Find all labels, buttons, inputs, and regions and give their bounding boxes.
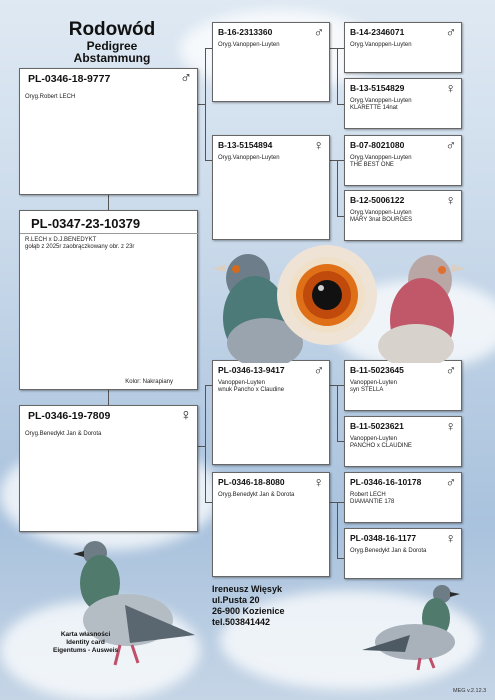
connector-line: [205, 502, 212, 503]
ring-number: PL-0347-23-10379: [31, 216, 141, 231]
card-description: syn STELLA: [350, 387, 384, 393]
female-icon: ♀: [313, 137, 324, 153]
male-icon: ♂: [445, 362, 456, 378]
connector-line: [337, 441, 344, 442]
great-grandparent-card[interactable]: [344, 528, 462, 579]
great-grandparent-card[interactable]: [344, 416, 462, 467]
connector-line: [337, 160, 344, 161]
pedigree-title: [52, 20, 172, 64]
connector-line: [337, 385, 338, 441]
male-icon: ♂: [313, 362, 324, 378]
male-icon: ♂: [445, 474, 456, 490]
ring-number: PL-0346-18-8080: [218, 477, 285, 487]
connector-line: [337, 160, 338, 216]
owner-info: [212, 584, 285, 628]
female-icon: ♀: [445, 192, 456, 208]
connector-line: [205, 385, 206, 502]
grandmother-maternal-card[interactable]: [212, 472, 330, 577]
grandfather-maternal-card[interactable]: [212, 360, 330, 465]
card-description: Oryg.Vanoppen-Luyten: [218, 42, 280, 48]
connector-line: [337, 558, 344, 559]
card-description: Oryg.Benedykt Jan & Dorota: [25, 431, 102, 437]
connector-line: [337, 216, 344, 217]
male-icon: ♂: [313, 24, 324, 40]
page-subtitle-de: Abstammung: [73, 51, 151, 65]
ring-number: B-14-2346071: [350, 27, 405, 37]
card-description: wnuk Pancho x Claudine: [218, 387, 285, 393]
female-icon: ♀: [445, 80, 456, 96]
connector-line: [337, 48, 344, 49]
great-grandparent-card[interactable]: [344, 472, 462, 523]
connector-line: [205, 385, 212, 386]
owner-city: 26-900 Kozienice: [212, 606, 285, 616]
connector-line: [337, 48, 338, 104]
version-label: MEG v.2.12.3: [453, 688, 487, 694]
card-description: MARY 3nat BOURGES: [350, 217, 413, 223]
main-bird-card[interactable]: [19, 210, 198, 390]
owner-phone: tel.503841442: [212, 617, 271, 627]
connector-line: [337, 502, 344, 503]
connector-line: [337, 385, 344, 386]
card-description: KLARETTE 14nat: [350, 105, 398, 111]
mother-card[interactable]: [19, 405, 198, 532]
ring-number: B-12-5006122: [350, 195, 405, 205]
connector-line: [205, 48, 212, 49]
card-description: gołąb z 2025r zaobrączkowany obr. z 23r: [25, 244, 135, 250]
ring-number: PL-0346-13-9417: [218, 365, 285, 375]
id-card-line: Eigentums - Ausweis: [53, 647, 119, 654]
card-description: DIAMANTIE 178: [350, 499, 395, 505]
great-grandparent-card[interactable]: [344, 22, 462, 73]
id-card-line: Identity card: [66, 639, 105, 646]
card-description: Oryg.Vanoppen-Luyten: [218, 155, 280, 161]
pigeon-heads-illustration: [210, 238, 470, 363]
connector-line: [108, 195, 109, 210]
male-icon: ♂: [445, 137, 456, 153]
page-subtitle-en: Pedigree: [86, 39, 138, 53]
card-description: Vanoppen-Luyten: [218, 380, 265, 386]
id-card-line: Karta własności: [60, 631, 111, 638]
card-description: Robert LECH: [350, 492, 386, 498]
card-description: Oryg.Robert LECH: [25, 94, 76, 100]
grandmother-paternal-card[interactable]: [212, 135, 330, 240]
ring-number: B-07-8021080: [350, 140, 405, 150]
ring-number: B-13-5154829: [350, 83, 405, 93]
ring-number: B-11-5023645: [350, 365, 404, 375]
ring-number: PL-0348-16-1177: [350, 533, 417, 543]
ring-number: PL-0346-19-7809: [28, 410, 111, 422]
connector-line: [205, 48, 206, 160]
card-description: PANCHO x CLAUDINE: [350, 443, 412, 449]
male-icon: ♂: [180, 70, 192, 87]
great-grandparent-card[interactable]: [344, 190, 462, 241]
female-icon: ♀: [445, 418, 456, 434]
ring-number: PL-0346-16-10178: [350, 477, 422, 487]
ring-number: B-16-2313360: [218, 27, 273, 37]
title-underline: [20, 233, 198, 234]
great-grandparent-card[interactable]: [344, 78, 462, 129]
female-icon: ♀: [445, 530, 456, 546]
card-description: Vanoppen-Luyten: [350, 436, 397, 442]
card-description: Oryg.Benedykt Jan & Dorota: [350, 548, 427, 554]
great-grandparent-card[interactable]: [344, 360, 462, 411]
father-card[interactable]: [19, 68, 198, 195]
ring-number: PL-0346-18-9777: [28, 73, 111, 85]
ring-number: B-11-5023621: [350, 421, 404, 431]
card-description: Oryg.Vanoppen-Luyten: [350, 98, 412, 104]
ring-number: B-13-5154894: [218, 140, 273, 150]
owner-street: ul.Pusta 20: [212, 595, 260, 605]
card-description: Vanoppen-Luyten: [350, 380, 397, 386]
male-icon: ♂: [445, 24, 456, 40]
connector-line: [337, 502, 338, 558]
card-description: R.LECH x D.J.BENEDYKT: [25, 237, 97, 243]
pigeon-right-illustration: [360, 580, 470, 675]
great-grandparent-card[interactable]: [344, 135, 462, 186]
card-description: THE BEST ONE: [350, 162, 394, 168]
id-card-caption: [53, 631, 118, 655]
female-icon: ♀: [313, 474, 324, 490]
connector-line: [205, 160, 212, 161]
card-description: Oryg.Vanoppen-Luyten: [350, 210, 412, 216]
connector-line: [108, 390, 109, 405]
color-label: Kolor: Nakrapiany: [125, 379, 173, 385]
card-description: Oryg.Vanoppen-Luyten: [350, 155, 412, 161]
grandfather-paternal-card[interactable]: [212, 22, 330, 102]
connector-line: [337, 104, 344, 105]
card-description: Oryg.Benedykt Jan & Dorota: [218, 492, 295, 498]
page-title: Rodowód: [68, 19, 156, 40]
card-description: Oryg.Vanoppen-Luyten: [350, 42, 412, 48]
owner-name: Ireneusz Więsyk: [212, 584, 282, 594]
female-icon: ♀: [180, 407, 192, 424]
